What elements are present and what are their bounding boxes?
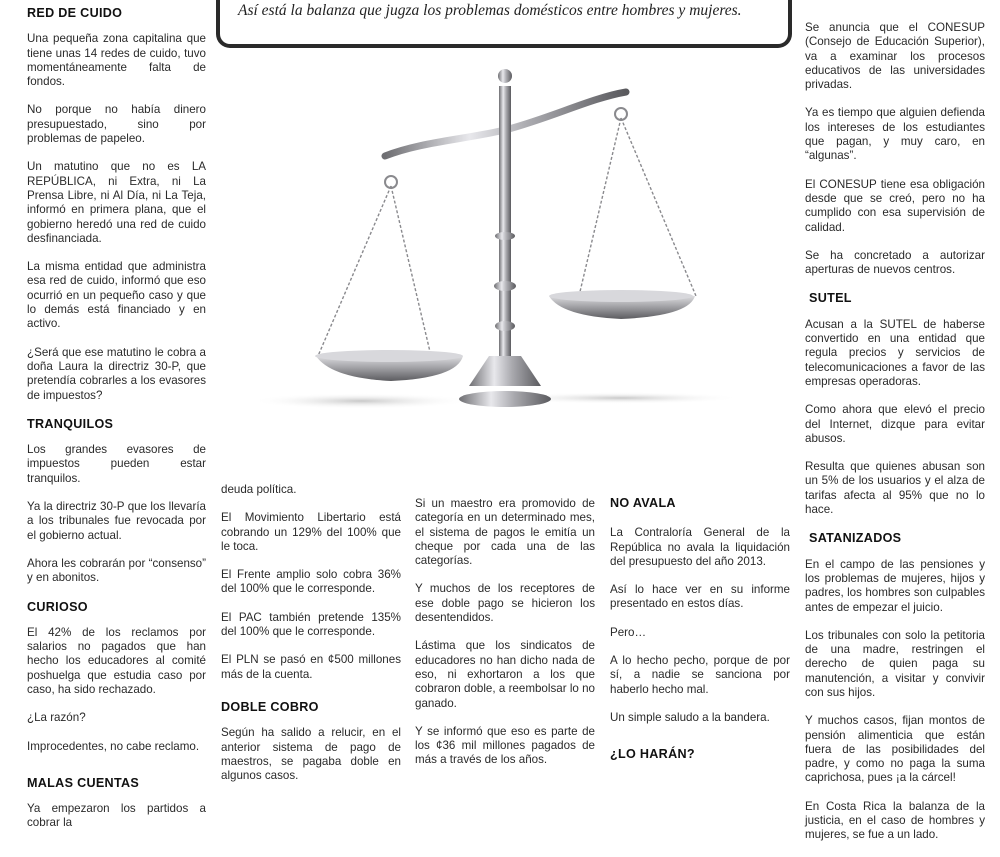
section-heading-doble-cobro: DOBLE COBRO: [221, 699, 319, 714]
paragraph: Los tribunales con solo la petitoria de una madre, restringen el derecho de quien paga su manutención, a visitar y convivir con sus hijos.: [805, 628, 985, 699]
section-heading-curioso: CURIOSO: [27, 599, 88, 614]
paragraph: En Costa Rica la balanza de la justicia, en el caso de hombres y mujeres, se fue a un lado.: [805, 799, 985, 842]
paragraph: El 42% de los reclamos por salarios no pagados que han hecho los educadores al comité poshuelga que estudia caso por caso, ha sido rechazado.: [27, 625, 206, 696]
section-heading-satanizados: SATANIZADOS: [809, 531, 902, 546]
paragraph: Y muchos casos, fijan montos de pensión alimenticia que están fuera de las posibilidades del padre, y como no paga la suma caprichosa, pues ¡a la cárcel!: [805, 714, 985, 785]
paragraph: Pero…: [610, 625, 647, 639]
paragraph: Los grandes evasores de impuestos pueden estar tranquilos.: [27, 443, 206, 485]
paragraph: Y muchos de los receptores de ese doble pago se hicieron los desentendidos.: [415, 582, 595, 625]
paragraph: Resulta que quienes abusan son un 5% de los usuarios y el alza de tarifas afecta al 95% que no lo hace.: [805, 460, 985, 517]
paragraph: Lástima que los sindicatos de educadores no han dicho nada de eso, ni exhortaron a los que cobraron doble, a reembolsar lo no ganado.: [415, 639, 595, 710]
section-heading-malas-cuentas: MALAS CUENTAS: [27, 775, 140, 790]
section-heading-sutel: SUTEL: [809, 291, 852, 306]
paragraph: La Contraloría General de la República no avala la liquidación del presupuesto del año 2013.: [610, 526, 790, 568]
paragraph: Ya la directriz 30-P que los llevaría a los tribunales fue revocada por el gobierno actual.: [27, 500, 206, 542]
paragraph: deuda política.: [221, 483, 297, 496]
paragraph: Un simple saludo a la bandera.: [610, 710, 770, 724]
photo-caption: Así está la balanza que jugza los problemas domésticos entre hombres y mujeres.: [238, 2, 742, 19]
paragraph: No porque no había dinero presupuestado, sino por problemas de papeleo.: [27, 103, 206, 146]
paragraph: Un matutino que no es LA REPÚBLICA, ni Extra, ni La Prensa Libre, ni Al Día, ni La Teja, informó en primera plana, que el gobierno heredó una red de cuido desfinanciada.: [27, 160, 206, 245]
paragraph: Una pequeña zona capitalina que tiene unas 14 redes de cuido, tuvo momentáneamente falta de fondos.: [27, 32, 206, 89]
paragraph: Se ha concretado a autorizar aperturas de nuevos centros.: [805, 248, 985, 277]
paragraph: Ahora les cobrarán por “consenso” y en abonitos.: [27, 556, 206, 585]
column-3: [415, 497, 595, 782]
section-heading-red-de-cuido: RED DE CUIDO: [27, 6, 123, 20]
column-4: [610, 496, 790, 774]
paragraph: Acusan a la SUTEL de haberse convertido en una entidad que regula precios y servicios de telecomunicaciones a favor de las empresas operadoras.: [805, 317, 985, 388]
paragraph: El Frente amplio solo cobra 36% del 100% que le corresponde.: [221, 568, 401, 596]
section-heading-lo-haran: ¿LO HARÁN?: [610, 747, 695, 762]
paragraph: Y se informó que eso es parte de los ¢36 mil millones pagados de más a través de los años.: [415, 724, 595, 767]
paragraph: Así lo hace ver en su informe presentado en estos días.: [610, 583, 790, 611]
paragraph: Ya empezaron los partidos a cobrar la: [27, 802, 206, 830]
paragraph: En el campo de las pensiones y los problemas de mujeres, hijos y padres, los hombres son culpables antes de empezar el juicio.: [805, 557, 985, 614]
paragraph: Ya es tiempo que alguien defienda los intereses de los estudiantes que pagan, y muy caro, en “algunas”.: [805, 106, 985, 163]
paragraph: La misma entidad que administra esa red de cuido, informó que eso ocurrió en un pequeño caso y que lo demás está financiado y en activo.: [27, 260, 206, 331]
paragraph: ¿Será que ese matutino le cobra a doña Laura la directriz 30-P, que pretendía cobrarles a los evasores de impuestos?: [27, 345, 206, 402]
section-heading-no-avala: NO AVALA: [610, 496, 676, 510]
paragraph: ¿La razón?: [27, 711, 86, 725]
paragraph: El PLN se pasó en ¢500 millones más de la cuenta.: [221, 653, 401, 681]
paragraph: El CONESUP tiene esa obligación desde que se creó, pero no ha cumplido con esa supervisión de calidad.: [805, 177, 985, 234]
paragraph: A lo hecho pecho, porque de por sí, a nadie se sanciona por haberlo hecho mal.: [610, 654, 790, 696]
section-heading-tranquilos: TRANQUILOS: [27, 416, 114, 431]
paragraph: Se anuncia que el CONESUP (Consejo de Educación Superior), va a examinar los procesos educativos de las universidades privadas.: [805, 21, 985, 92]
scales-of-justice-image: [221, 56, 789, 448]
column-5: [805, 21, 985, 857]
column-2: [221, 483, 401, 797]
paragraph: Si un maestro era promovido de categoría en un determinado mes, el sistema de pagos le emitía un cheque por cada una de las categorías.: [415, 497, 595, 568]
column-1: [27, 6, 206, 845]
paragraph: Según ha salido a relucir, en el anterior sistema de pago de maestros, se pagaba doble en algunos casos.: [221, 726, 401, 783]
paragraph: El PAC también pretende 135% del 100% que le corresponde.: [221, 610, 401, 639]
paragraph: Como ahora que elevó el precio del Internet, dizque para evitar abusos.: [805, 403, 985, 445]
photo-caption-box: [216, 0, 792, 48]
paragraph: El Movimiento Libertario está cobrando un 129% del 100% que le toca.: [221, 511, 401, 553]
paragraph: Improcedentes, no cabe reclamo.: [27, 739, 200, 753]
